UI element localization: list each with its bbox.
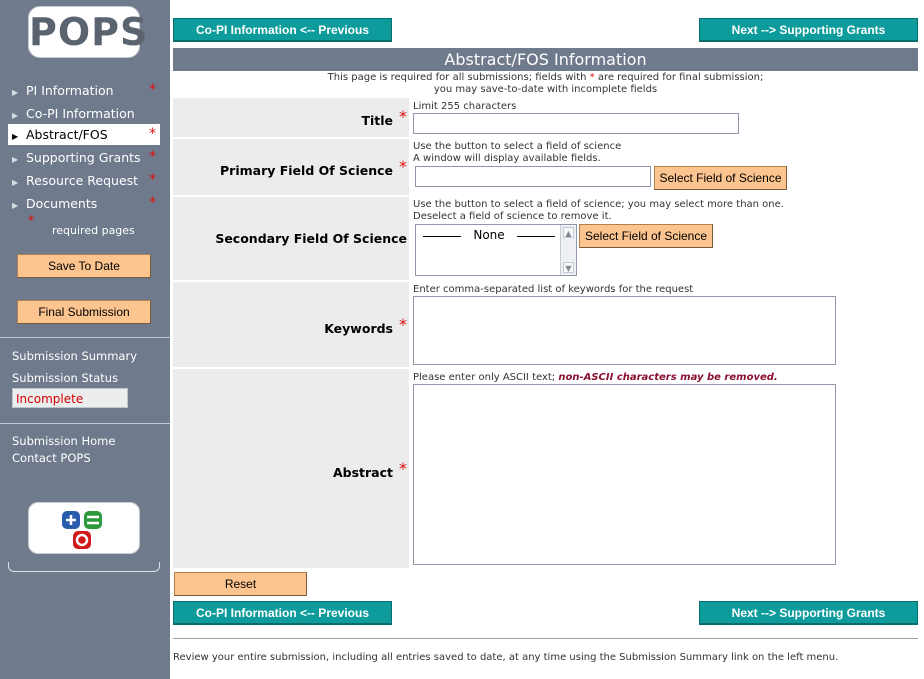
sidebar-item-label: Documents bbox=[26, 196, 98, 211]
chevron-right-icon: ▶ bbox=[12, 178, 19, 187]
sidebar-footer-frame bbox=[8, 562, 160, 572]
required-star: * bbox=[149, 195, 156, 211]
sidebar-item-resource-request[interactable] bbox=[8, 170, 160, 191]
scrollbar[interactable] bbox=[560, 225, 576, 275]
chevron-right-icon: ▶ bbox=[12, 111, 19, 120]
required-star: * bbox=[399, 157, 407, 176]
scroll-up-icon[interactable]: ▲ bbox=[563, 227, 574, 238]
abstract-help bbox=[413, 372, 778, 384]
secondary-fos-help-line1: Use the button to select a field of science; you may select more than one. bbox=[413, 199, 784, 210]
contact-pops-link[interactable]: Contact POPS bbox=[12, 451, 91, 465]
divider bbox=[173, 638, 918, 639]
reset-button[interactable]: Reset bbox=[174, 572, 307, 596]
secondary-fos-help-line2: Deselect a field of science to remove it. bbox=[413, 211, 612, 222]
save-to-date-button[interactable]: Save To Date bbox=[17, 254, 151, 278]
primary-fos-help-line2: A window will display available fields. bbox=[413, 153, 601, 164]
title-row bbox=[173, 98, 918, 137]
secondary-fos-listbox[interactable] bbox=[415, 224, 577, 276]
list-item[interactable]: None bbox=[419, 228, 559, 242]
chevron-right-icon: ▶ bbox=[12, 132, 19, 141]
chevron-right-icon: ▶ bbox=[12, 88, 19, 97]
title-input[interactable] bbox=[413, 113, 739, 134]
submission-home-link[interactable]: Submission Home bbox=[12, 434, 116, 448]
required-star: * bbox=[399, 459, 407, 478]
pops-logo[interactable]: POPS bbox=[28, 6, 140, 58]
chevron-right-icon: ▶ bbox=[12, 155, 19, 164]
sidebar-item-label: Resource Request bbox=[26, 173, 139, 188]
sidebar-item-label: Abstract/FOS bbox=[26, 127, 108, 142]
abstract-textarea[interactable] bbox=[413, 384, 836, 565]
required-pages-text: required pages bbox=[52, 224, 135, 237]
sidebar-item-label: Supporting Grants bbox=[26, 150, 141, 165]
required-star: * bbox=[149, 172, 156, 188]
ascii-warning: non-ASCII characters may be removed. bbox=[558, 372, 778, 383]
required-star: * bbox=[149, 149, 156, 165]
partner-logo-graphic bbox=[29, 503, 141, 555]
required-star: * bbox=[149, 82, 156, 98]
sidebar-item-label: PI Information bbox=[26, 83, 114, 98]
divider bbox=[0, 337, 170, 338]
partner-logo-icon[interactable] bbox=[28, 502, 140, 554]
primary-fos-label: Primary Field Of Science bbox=[220, 163, 393, 178]
select-primary-fos-button[interactable]: Select Field of Science bbox=[654, 166, 787, 190]
status-badge: Incomplete bbox=[12, 388, 128, 408]
intro-text bbox=[173, 72, 918, 96]
secondary-fos-label: Secondary Field Of Science bbox=[215, 231, 407, 246]
primary-fos-label-cell bbox=[173, 139, 409, 195]
title-label-cell bbox=[173, 98, 409, 137]
title-help: Limit 255 characters bbox=[413, 101, 517, 112]
abstract-label-cell bbox=[173, 369, 409, 568]
required-star: * bbox=[399, 107, 407, 126]
scroll-down-icon[interactable]: ▼ bbox=[563, 262, 574, 273]
keywords-help: Enter comma-separated list of keywords for the request bbox=[413, 284, 694, 295]
required-star: * bbox=[28, 214, 35, 229]
footer-note: Review your entire submission, including all entries saved to date, at any time using the Submission Summary link on the left menu. bbox=[173, 652, 839, 663]
secondary-fos-help bbox=[413, 199, 784, 223]
previous-button-bottom[interactable]: Co-PI Information <-- Previous bbox=[173, 601, 392, 625]
submission-summary-link[interactable]: Submission Summary bbox=[12, 349, 138, 363]
keywords-label: Keywords bbox=[324, 321, 393, 336]
submission-status-label: Submission Status bbox=[12, 371, 119, 385]
intro-text-a: This page is required for all submissions; fields with bbox=[327, 72, 590, 83]
intro-text-line2: you may save-to-date with incomplete fields bbox=[433, 84, 658, 95]
page-title: Abstract/FOS Information bbox=[173, 48, 918, 71]
keywords-label-cell bbox=[173, 282, 409, 367]
primary-fos-help bbox=[413, 141, 621, 165]
required-star: * bbox=[589, 72, 595, 83]
primary-fos-help-line1: Use the button to select a field of science bbox=[413, 141, 622, 152]
sidebar-item-co-pi-information[interactable] bbox=[8, 103, 160, 124]
required-star: * bbox=[149, 126, 156, 142]
abstract-row bbox=[173, 369, 918, 568]
secondary-fos-label-cell bbox=[173, 197, 409, 280]
abstract-label: Abstract bbox=[332, 465, 393, 480]
sidebar-item-supporting-grants[interactable] bbox=[8, 147, 160, 168]
sidebar-item-pi-information[interactable] bbox=[8, 80, 160, 101]
divider bbox=[0, 423, 170, 424]
abstract-help-text: Please enter only ASCII text; bbox=[413, 372, 559, 383]
next-button[interactable]: Next --> Supporting Grants bbox=[699, 18, 918, 42]
previous-button[interactable]: Co-PI Information <-- Previous bbox=[173, 18, 392, 42]
primary-fos-input[interactable] bbox=[415, 166, 651, 187]
sidebar-item-abstract-fos[interactable] bbox=[8, 124, 160, 145]
required-star: * bbox=[399, 315, 407, 334]
sidebar-item-label: Co-PI Information bbox=[26, 106, 135, 121]
select-secondary-fos-button[interactable]: Select Field of Science bbox=[579, 224, 713, 248]
sidebar-item-documents[interactable] bbox=[8, 193, 160, 214]
keywords-row bbox=[173, 282, 918, 367]
keywords-textarea[interactable] bbox=[413, 296, 836, 365]
intro-text-b: are required for final submission; bbox=[594, 72, 764, 83]
next-button-bottom[interactable]: Next --> Supporting Grants bbox=[699, 601, 918, 625]
chevron-right-icon: ▶ bbox=[12, 201, 19, 210]
title-label: Title bbox=[361, 113, 393, 128]
sidebar bbox=[0, 0, 170, 679]
final-submission-button[interactable]: Final Submission bbox=[17, 300, 151, 324]
primary-fos-row bbox=[173, 139, 918, 195]
